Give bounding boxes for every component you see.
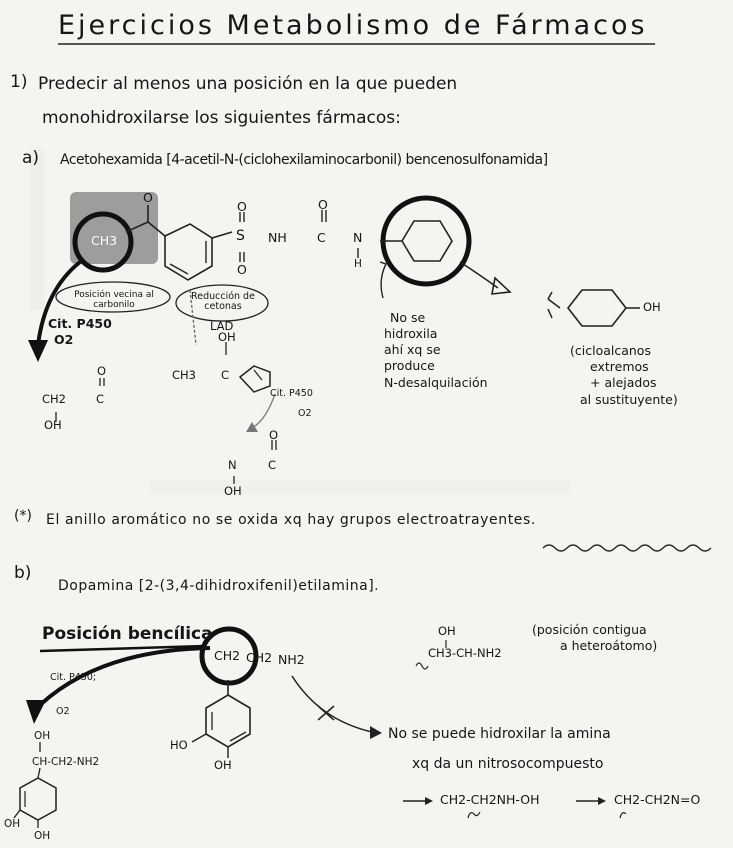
- prod3-c: C: [268, 458, 277, 472]
- note-no-se-line-2: hidroxila: [384, 326, 438, 341]
- urea-h: H: [354, 258, 362, 270]
- drug-name-acetohexamida: Acetohexamida [4-acetil-N-(ciclohexilaminocarbonil) bencenosulfonamida]: [60, 152, 548, 168]
- prod3-o: O: [269, 428, 279, 442]
- note-no-se-line-1: No se: [390, 310, 426, 325]
- cyt-p450-left: Cit. P450: [48, 316, 112, 331]
- right-prod-oh: OH: [438, 624, 456, 638]
- prod2-c: C: [221, 368, 230, 382]
- cicloalcanos-line-3: + alejados: [590, 375, 657, 390]
- dopamine-ch2-a: CH2: [214, 648, 241, 663]
- o2-dopamine: O2: [56, 706, 70, 717]
- bubble-posicion-vecina: Posición vecina al carbonilo: [74, 290, 154, 310]
- cicloalcanos-line-2: extremos: [590, 359, 649, 374]
- cyt-p450-right: Cit. P450: [270, 388, 313, 399]
- prod1-o: O: [97, 364, 107, 378]
- right-note-line-2: a heteroátomo): [560, 638, 658, 653]
- page-title: Ejercicios Metabolismo de Fármacos: [58, 10, 648, 41]
- prod1-ch2: CH2: [42, 392, 66, 406]
- prompt-line-2: monohidroxilarse los siguientes fármacos:: [42, 108, 401, 128]
- note-no-se-line-4: produce: [384, 358, 435, 373]
- note-anillo: El anillo aromático no se oxida xq hay grupos electroatrayentes.: [46, 512, 536, 528]
- sulfonyl-o-bottom: O: [237, 262, 247, 277]
- dopamine-ch2-b: CH2: [246, 650, 273, 665]
- sulfur-atom: S: [236, 228, 245, 244]
- urea-o: O: [318, 197, 328, 212]
- cyt-p450-dopamine: Cit. P450;: [50, 672, 97, 683]
- prod3-oh: OH: [224, 484, 242, 498]
- urea-n: N: [353, 230, 363, 245]
- left-prod-oh-bottom: OH: [34, 830, 51, 842]
- left-prod-oh-bottom-left: OH: [4, 818, 21, 830]
- right-prod-chain: CH3-CH-NH2: [428, 646, 502, 660]
- no-hidroxilar-line-1: No se puede hidroxilar la amina: [388, 726, 611, 742]
- note-no-se-line-3: ahí xq se: [384, 342, 441, 357]
- carbonyl-o: O: [143, 190, 153, 205]
- question-number: 1): [10, 72, 28, 92]
- note-no-se-line-5: N-desalquilación: [384, 375, 488, 390]
- lad-label: LAD: [210, 319, 234, 333]
- left-prod-oh: OH: [34, 730, 51, 742]
- no-hidroxilar-line-2: xq da un nitrosocompuesto: [412, 756, 604, 772]
- posicion-bencilica: Posición bencílica: [42, 624, 213, 644]
- dopamine-nh2: NH2: [278, 652, 305, 667]
- cyclohexanol-oh: OH: [643, 300, 661, 314]
- nitroso-chain: CH2-CH2N=O: [614, 792, 701, 807]
- right-note-line-1: (posición contigua: [532, 622, 647, 637]
- bubble-reduccion: Reducción de cetonas: [191, 291, 255, 312]
- prompt-line-1: Predecir al menos una posición en la que pueden: [38, 74, 458, 94]
- sulfonyl-o-top: O: [237, 199, 247, 214]
- o2-right: O2: [298, 408, 312, 419]
- dopamine-ho: HO: [170, 738, 188, 752]
- drug-name-dopamina: Dopamina [2-(3,4-dihidroxifenil)etilamina].: [58, 578, 380, 594]
- left-prod-chain: CH-CH2-NH2: [32, 756, 100, 768]
- cicloalcanos-line-1: (cicloalcanos: [570, 343, 651, 358]
- prod2-oh: OH: [218, 330, 236, 344]
- item-a-label: a): [22, 148, 40, 168]
- dopamine-oh: OH: [214, 758, 232, 772]
- item-b-label: b): [14, 563, 32, 583]
- prod1-c: C: [96, 392, 105, 406]
- o2-left: O2: [54, 332, 74, 347]
- nh-label: NH: [268, 230, 287, 245]
- prod1-oh: OH: [44, 418, 62, 432]
- cicloalcanos-line-4: al sustituyente): [580, 392, 678, 407]
- note-star: (*): [14, 508, 32, 524]
- ch3-label: CH3: [91, 233, 118, 248]
- prod2-ch3: CH3: [172, 368, 196, 382]
- urea-c: C: [317, 230, 326, 245]
- hydroxylamine-chain: CH2-CH2NH-OH: [440, 792, 540, 807]
- prod3-n: N: [228, 458, 237, 472]
